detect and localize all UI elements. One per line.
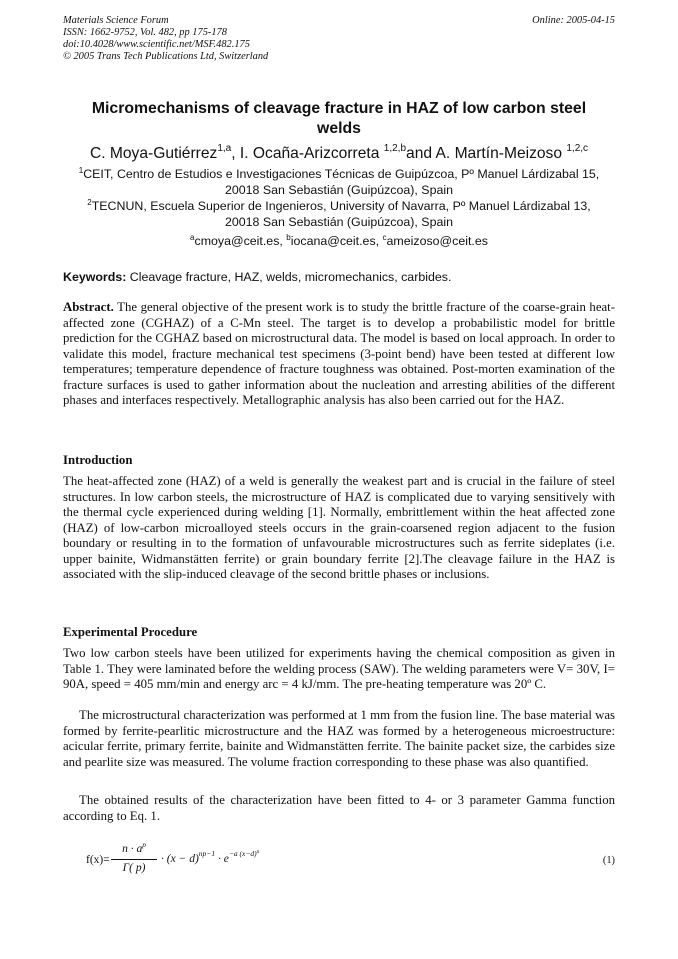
affiliation-1-sup: 1 — [78, 166, 84, 175]
email-a-sup: a — [190, 233, 195, 242]
keywords-label: Keywords: — [63, 270, 127, 284]
title-line-2: welds — [317, 120, 361, 137]
equation-middle-text: · (x − d) — [161, 853, 199, 865]
equation-exp-power-2: n — [256, 849, 260, 855]
equation-denominator: Γ( p) — [122, 862, 146, 874]
email-b[interactable]: iocana@ceit.es, — [290, 234, 383, 248]
affiliation-1-text: CEIT, Centro de Estudios e Investigaciones Técnicas de Guipúzcoa, Pº Manuel Lárdizabal 15, — [83, 167, 600, 181]
affiliation-1-line-2: 20018 San Sebastián (Guipúzcoa), Spain — [224, 182, 453, 197]
equation-numerator — [111, 840, 157, 855]
journal-name: Materials Science Forum — [63, 15, 169, 26]
email-b-sup: b — [286, 233, 291, 242]
author-3-sup: 1,2,c — [566, 143, 589, 154]
affiliation-2-text: TECNUN, Escuela Superior de Ingenieros, University of Navarra, Pº Manuel Lárdizabal 13, — [91, 199, 591, 213]
equation-1 — [63, 841, 615, 881]
affiliation-1 — [63, 167, 615, 198]
author-list — [40, 144, 638, 164]
email-c-sup: c — [382, 233, 387, 242]
introduction-paragraph: The heat-affected zone (HAZ) of a weld is generally the weakest part and is crucial in the failure of steel structures. In low carbon steels, the microstructure of HAZ is complicated due to varying sensitively with the thermal cycle experienced during welding [1]. Normally, embrittlement within the heat affected zone (HAZ) of low-carbon microalloyed steels occurs in the grain-coarsened region adjacent to the fusion boundary or resulting in to the formation of unfavourable microstructures such as ferrite sideplates (i.e. upper bainite, Widmanstätten ferrite) or grain boundary ferrite [2].The cleavage failure in the HAZ is associated with the slip-induced cleavage of the second brittle phases or inclusions. — [63, 474, 615, 581]
keywords — [63, 270, 615, 285]
paper-title — [63, 99, 615, 139]
experimental-paragraph-3: The obtained results of the characterization have been fitted to 4- or 3 parameter Gamma function according to Eq. 1. — [63, 793, 615, 823]
journal-info — [63, 15, 268, 63]
journal-doi[interactable]: doi:10.4028/www.scientific.net/MSF.482.175 — [63, 39, 250, 50]
title-line-1: Micromechanisms of cleavage fracture in HAZ of low carbon steel — [91, 100, 587, 117]
keywords-text: Cleavage fracture, HAZ, welds, micromechanics, carbides. — [126, 270, 452, 284]
experimental-paragraph-1: Two low carbon steels have been utilized for experiments having the chemical composition as given in Table 1. They were laminated before the welding process (SAW). The welding parameters were V= 30V, I= 90A, speed = 405 mm/min and energy arc = 4 kJ/mm. The pre-heating temperature was 20º C. — [63, 646, 615, 691]
equation-fraction-bar — [111, 859, 157, 860]
author-2-sup: 1,2,b — [383, 143, 407, 154]
affiliation-2-sup: 2 — [87, 198, 92, 207]
equation-numerator-text: n · a — [122, 843, 143, 855]
affiliation-2-line-1 — [63, 199, 615, 215]
author-separator-2: and A. Martín-Meizoso — [406, 145, 567, 162]
journal-issn: ISSN: 1662-9752, Vol. 482, pp 175-178 — [63, 27, 227, 38]
email-c[interactable]: ameizoso@ceit.es — [386, 234, 488, 248]
section-heading-experimental: Experimental Procedure — [63, 625, 198, 639]
equation-exp-text: −a (x−d) — [228, 849, 257, 858]
affiliation-2-line-2: 20018 San Sebastián (Guipúzcoa), Spain — [224, 214, 453, 229]
equation-exp-power — [229, 849, 260, 858]
equation-middle — [161, 849, 260, 865]
online-date: Online: 2005-04-15 — [532, 15, 615, 26]
journal-copyright: © 2005 Trans Tech Publications Ltd, Switzerland — [63, 51, 269, 62]
author-1: C. Moya-Gutiérrez — [89, 145, 218, 162]
equation-numerator-exp: p — [142, 840, 146, 849]
equation-lhs: f(x)= — [86, 854, 110, 866]
email-list — [63, 234, 615, 250]
equation-exp-base: · e — [217, 853, 229, 865]
experimental-paragraph-2: The microstructural characterization was performed at 1 mm from the fusion line. The base material was formed by ferrite-pearlitic microstructure and the HAZ was formed by a heterogeneous microestructure: acicular ferrite, primary ferrite, bainite and Widmanstätten ferrite. The bainite packet size, the carbides size and pearlite size was measured. The volume fraction corresponding to these phase was also quantified. — [63, 708, 615, 769]
equation-number: (1) — [602, 855, 615, 866]
affiliation-1-line-1 — [63, 167, 615, 183]
abstract-label: Abstract. — [63, 300, 114, 314]
equation-middle-exp: np−1 — [198, 849, 216, 858]
section-heading-introduction: Introduction — [63, 453, 133, 467]
abstract — [63, 300, 615, 409]
author-separator-1: , I. Ocaña-Arizcorreta — [231, 145, 384, 162]
abstract-text: The general objective of the present work is to study the brittle fracture of the coarse-grain heat-affected zone (CGHAZ) of a C-Mn steel. The target is to develop a probabilistic model for brittle prediction for the CGHAZ based on microstructural data. The model is based on local approach. In order to validate this model, fracture mechanical test specimens (3-point bend) have been tested at different low temperatures; temperature dependence of fracture toughness was obtained. Post-morten examination of the fracture surfaces is used to gather information about the nucleation and arresting abilities of the different phases and interfaces respectively. Metallographic analysis has also been carried out for the HAZ. — [63, 300, 615, 407]
author-1-sup: 1,a — [217, 143, 232, 154]
email-a[interactable]: cmoya@ceit.es, — [194, 234, 287, 248]
affiliation-2 — [63, 199, 615, 230]
